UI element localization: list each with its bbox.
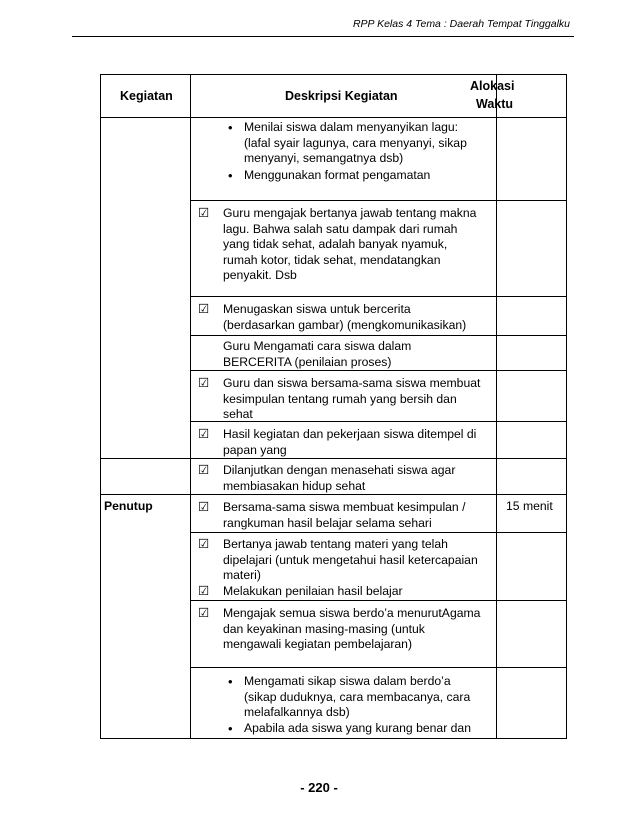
r5-line3: sehat <box>223 407 253 421</box>
column-header-waktu: Waktu <box>476 97 514 111</box>
checkbox-icon: ☑ <box>198 606 210 620</box>
r10-line3: mengawali kegiatan pembelajaran) <box>223 637 413 651</box>
penutup-label: Penutup <box>104 499 153 513</box>
checkbox-icon: ☑ <box>198 500 210 514</box>
r9a-line1: Bertanya jawab tentang materi yang telah <box>223 537 448 551</box>
column-header-alokasi: Alokasi <box>470 79 515 93</box>
running-header: RPP Kelas 4 Tema : Daerah Tempat Tinggalku <box>352 18 570 30</box>
checkbox-icon: ☑ <box>198 463 210 477</box>
checkbox-icon: ☑ <box>198 206 210 220</box>
checkbox-icon: ☑ <box>198 427 210 441</box>
r7-line2: membiasakan hidup sehat <box>223 478 366 493</box>
r5-line1: Guru dan siswa bersama-sama siswa membuat <box>223 376 481 390</box>
r4-line2: BERCERITA (penilaian proses) <box>223 354 392 369</box>
r11-bullet2: Apabila ada siswa yang kurang benar dan <box>244 721 471 735</box>
r1-bullet1-line1: Menilai siswa dalam menyanyikan lagu: <box>244 120 459 134</box>
r7-line1: Dilanjutkan dengan menasehati siswa agar <box>223 463 456 477</box>
r9b-line1: Melakukan penilaian hasil belajar <box>223 584 403 598</box>
r11-bullet1-line1: Mengamati sikap siswa dalam berdo’a <box>244 674 451 688</box>
r9a-line2: dipelajari (untuk mengetahui hasil ketercapaian <box>223 552 478 567</box>
penutup-time: 15 menit <box>506 499 553 513</box>
r6-line1: Hasil kegiatan dan pekerjaan siswa ditempel di <box>223 427 477 441</box>
r2-line4: rumah kotor, tidak sehat, mendatangkan <box>223 252 441 267</box>
column-header-kegiatan: Kegiatan <box>120 89 173 103</box>
r9a-line3: materi) <box>223 568 261 582</box>
r2-line2: lagu. Bahwa salah satu dampak dari rumah <box>223 221 458 236</box>
r3-line2: (berdasarkan gambar) (mengkomunikasikan) <box>223 317 467 332</box>
checkbox-icon: ☑ <box>198 302 210 316</box>
bullet-symbol: • <box>228 721 233 736</box>
r2-line3: yang tidak sehat, adalah banyak nyamuk, <box>223 237 448 251</box>
r2-line5: penyakit. Dsb <box>223 268 297 282</box>
r8-line2: rangkuman hasil belajar selama sehari <box>223 515 432 530</box>
r11-bullet1-line2: (sikap duduknya, cara membacanya, cara <box>244 689 471 704</box>
r10-line1: Mengajak semua siswa berdo’a menurutAgama <box>223 606 481 620</box>
header-rule <box>72 36 574 37</box>
r1-bullet2: Menggunakan format pengamatan <box>244 168 431 182</box>
checkbox-icon: ☑ <box>198 376 210 390</box>
r11-bullet1-line3: melafalkannya dsb) <box>244 705 350 719</box>
r10-line2: dan keyakinan masing-masing (untuk <box>223 621 425 636</box>
r1-bullet1-line2: (lafal syair lagunya, cara menyanyi, sikap <box>244 135 467 150</box>
checkbox-icon: ☑ <box>198 584 210 598</box>
bullet-symbol: • <box>228 674 233 689</box>
r8-line1: Bersama-sama siswa membuat kesimpulan / <box>223 500 466 514</box>
column-header-deskripsi: Deskripsi Kegiatan <box>285 89 398 103</box>
r6-line2: papan yang <box>223 442 287 457</box>
r3-line1: Menugaskan siswa untuk bercerita <box>223 302 411 316</box>
page-number: - 220 - <box>300 780 338 795</box>
bullet-symbol: • <box>228 168 233 183</box>
r4-line1: Guru Mengamati cara siswa dalam <box>223 339 412 353</box>
r1-bullet1-line3: menyanyi, semangatnya dsb) <box>244 151 404 165</box>
r5-line2: kesimpulan tentang rumah yang bersih dan <box>223 391 457 406</box>
bullet-symbol: • <box>228 120 233 135</box>
checkbox-icon: ☑ <box>198 537 210 551</box>
r2-line1: Guru mengajak bertanya jawab tentang makna <box>223 206 477 220</box>
